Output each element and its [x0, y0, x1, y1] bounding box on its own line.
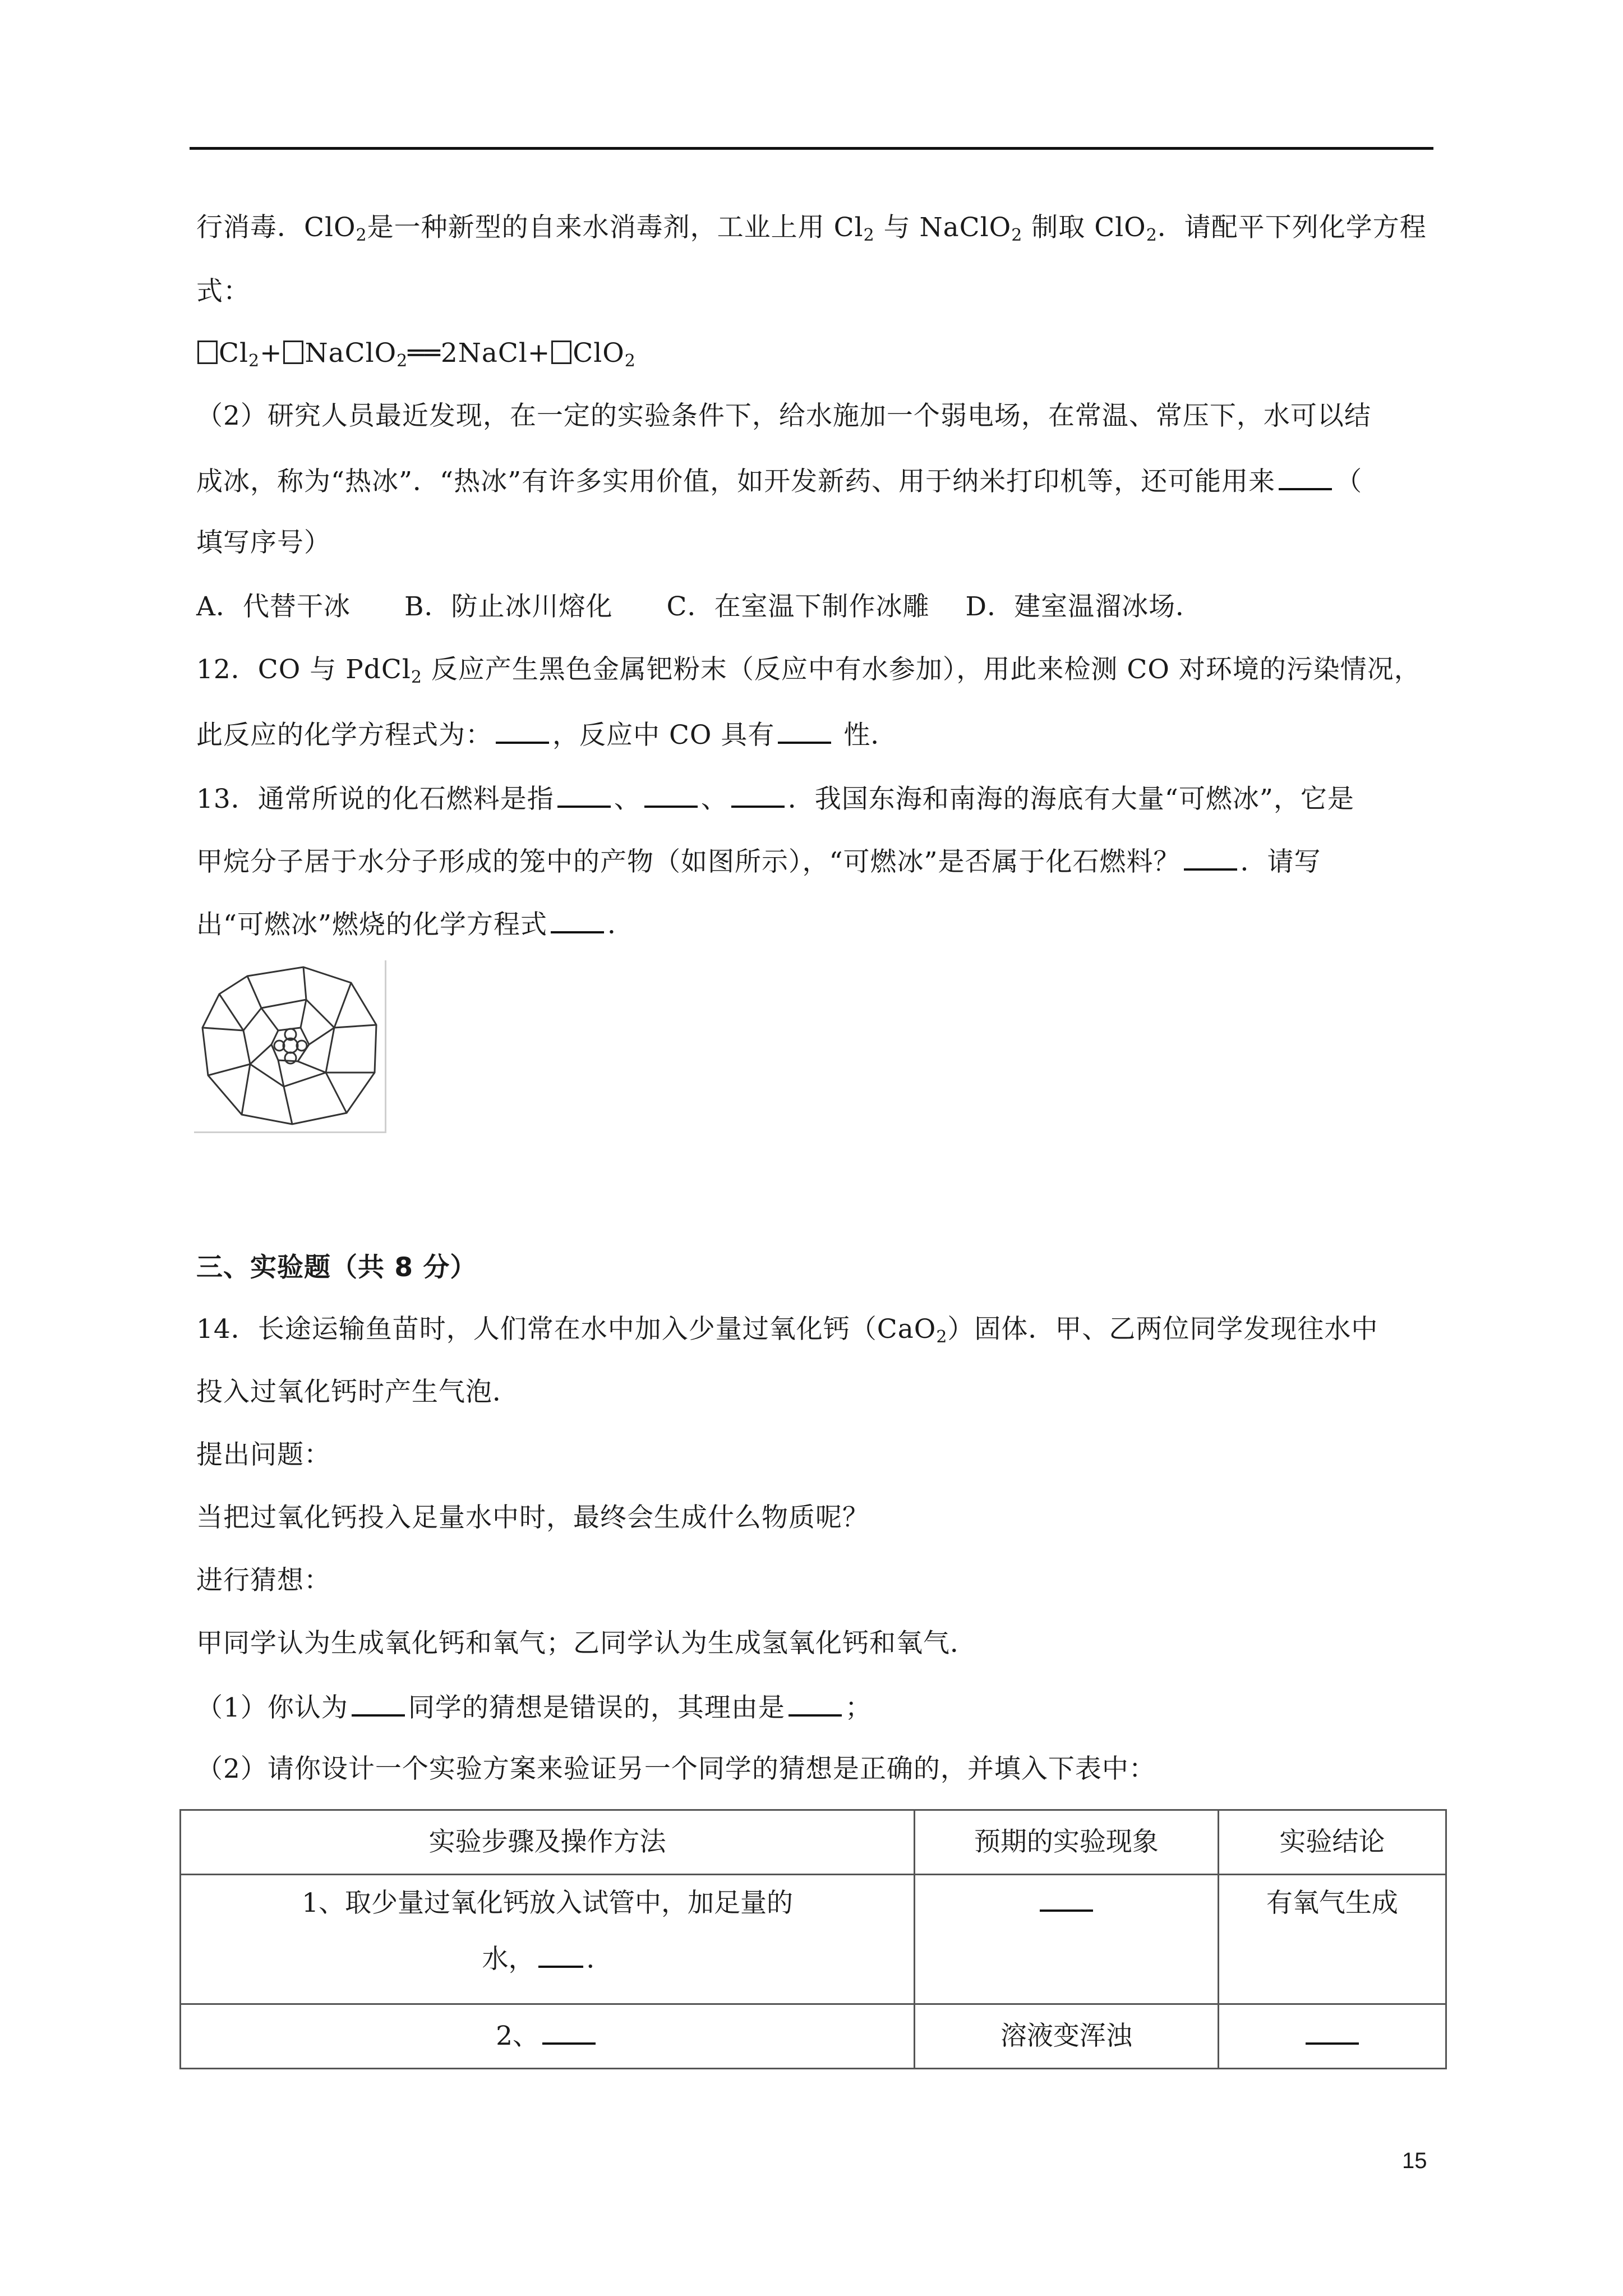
subscript: 2: [411, 668, 422, 687]
subscript: 2: [936, 1327, 948, 1347]
answer-blank[interactable]: [1040, 1885, 1093, 1912]
text-fragment: 反应产生黑色金属钯粉末（反应中有水参加），用此来检测 CO 对环境的污染情况，: [422, 654, 1421, 685]
text-fragment: ．请写: [1240, 846, 1321, 877]
text-line: （2）研究人员最近发现，在一定的实验条件下，给水施加一个弱电场，在常温、常压下，水可以结: [196, 401, 1371, 431]
table-header: 实验结论: [1218, 1810, 1446, 1875]
answer-blank[interactable]: [789, 1690, 842, 1717]
text-fragment: 此反应的化学方程式为：: [196, 720, 492, 751]
table-header-row: [181, 1810, 1446, 1875]
text-line: [196, 907, 634, 942]
blank-box[interactable]: [197, 341, 218, 364]
table-header: 预期的实验现象: [915, 1810, 1219, 1875]
text-fragment: ．: [607, 909, 635, 940]
text-fragment: 与 NaClO: [874, 212, 1012, 243]
text-line: 进行猜想：: [196, 1565, 331, 1596]
table-cell: [181, 1875, 915, 2004]
text-fragment: 制取 ClO: [1022, 212, 1146, 243]
text-line: 式：: [196, 276, 250, 307]
table-cell: 有氧气生成: [1218, 1875, 1446, 2004]
text-fragment: 成冰，称为“热冰”．“热冰”有许多实用价值，如开发新药、用于纳米打印机等，还可能用来: [196, 466, 1276, 497]
text-line: 提出问题：: [196, 1439, 331, 1470]
text-fragment: ）固体．甲、乙两位同学发现往水中: [947, 1314, 1378, 1345]
text-fragment: Cl: [219, 338, 248, 369]
page-number: 15: [1402, 2148, 1427, 2173]
blank-box[interactable]: [283, 341, 303, 364]
subscript: 2: [1011, 226, 1023, 245]
text-fragment: 水，: [482, 1944, 535, 1975]
subscript: 2: [624, 351, 636, 371]
text-line: [196, 717, 897, 752]
cell-text: 1、取少量过氧化钙放入试管中，加足量的: [302, 1888, 793, 1918]
text-fragment: ；: [845, 1692, 872, 1723]
text-fragment: 同学的猜想是错误的，其理由是: [408, 1692, 785, 1723]
question-12: [196, 653, 1421, 694]
text-fragment: ．: [586, 1944, 613, 1975]
text-fragment: 、: [614, 784, 641, 815]
text-fragment: ．我国东海和南海的海底有大量“可燃冰”，它是: [787, 784, 1354, 815]
subscript: 2: [356, 226, 367, 245]
text-fragment: NaClO: [305, 338, 397, 369]
table-row: [181, 1875, 1446, 2004]
subscript: 2: [1146, 226, 1158, 245]
text-line: 填写序号）: [196, 527, 331, 558]
table-cell: [915, 1875, 1219, 2004]
text-fragment: ．请配平下列化学方程: [1157, 212, 1427, 243]
table-cell: 溶液变浑浊: [915, 2004, 1219, 2069]
table-row: [181, 2004, 1446, 2069]
text-fragment: 12．CO 与 PdCl: [196, 654, 411, 685]
question-13: [196, 781, 1354, 816]
table-header: 实验步骤及操作方法: [181, 1810, 915, 1875]
answer-blank[interactable]: [496, 717, 549, 744]
answer-blank[interactable]: [538, 1941, 583, 1968]
subscript: 2: [248, 351, 260, 371]
text-line: 甲同学认为生成氧化钙和氧气；乙同学认为生成氢氧化钙和氧气．: [196, 1628, 977, 1659]
chemical-equation: [196, 337, 636, 378]
blank-box[interactable]: [551, 341, 571, 364]
text-line: 投入过氧化钙时产生气泡．: [196, 1377, 519, 1407]
text-fragment: （: [1335, 466, 1363, 497]
text-fragment: 出“可燃冰”燃烧的化学方程式: [196, 909, 548, 940]
text-fragment: ══2NaCl+: [408, 338, 551, 369]
section-title: 三、实验题（共 8 分）: [196, 1252, 477, 1283]
text-line: [196, 211, 1427, 252]
header-rule: [190, 147, 1433, 150]
cell-text-line: [192, 1931, 902, 1987]
text-line: （2）请你设计一个实验方案来验证另一个同学的猜想是正确的，并填入下表中：: [196, 1754, 1156, 1784]
text-line: [196, 844, 1321, 879]
answer-blank[interactable]: [352, 1690, 405, 1717]
text-fragment: 14．长途运输鱼苗时，人们常在水中加入少量过氧化钙（CaO: [196, 1314, 937, 1345]
text-fragment: 2、: [496, 2021, 539, 2051]
table-cell: [1218, 2004, 1446, 2069]
answer-blank[interactable]: [1184, 844, 1237, 871]
table-cell: [181, 2004, 915, 2069]
text-fragment: 性．: [834, 720, 898, 751]
text-fragment: ClO: [573, 338, 625, 369]
text-fragment: 是一种新型的自来水消毒剂，工业上用 Cl: [367, 212, 864, 243]
text-fragment: 13．通常所说的化石燃料是指: [196, 784, 554, 815]
answer-options: A．代替干冰 B．防止冰川熔化 C．在室温下制作冰雕 D．建室温溜冰场．: [196, 591, 1203, 622]
text-line: [196, 1690, 872, 1725]
subscript: 2: [863, 226, 875, 245]
text-line: 当把过氧化钙投入足量水中时，最终会生成什么物质呢？: [196, 1502, 869, 1533]
answer-blank[interactable]: [551, 907, 604, 933]
text-fragment: 、: [700, 784, 728, 815]
text-fragment: 行消毒．ClO: [196, 212, 356, 243]
subscript: 2: [396, 351, 408, 371]
answer-blank[interactable]: [1306, 2018, 1359, 2045]
answer-blank[interactable]: [731, 781, 785, 808]
answer-blank[interactable]: [557, 781, 611, 808]
methane-hydrate-cage-figure: [194, 960, 386, 1133]
text-fragment: 甲烷分子居于水分子形成的笼中的产物（如图所示），“可燃冰”是否属于化石燃料？: [196, 846, 1181, 877]
answer-blank[interactable]: [542, 2018, 596, 2045]
text-line: [196, 463, 1362, 499]
cage-drawing: [194, 960, 385, 1131]
answer-blank[interactable]: [1279, 463, 1332, 490]
text-fragment: （1）你认为: [196, 1692, 348, 1723]
question-14: [196, 1313, 1378, 1354]
experiment-table: [179, 1809, 1447, 2067]
answer-blank[interactable]: [778, 717, 831, 744]
text-fragment: +: [260, 338, 283, 369]
text-fragment: ，反应中 CO 具有: [552, 720, 775, 751]
answer-blank[interactable]: [644, 781, 698, 808]
